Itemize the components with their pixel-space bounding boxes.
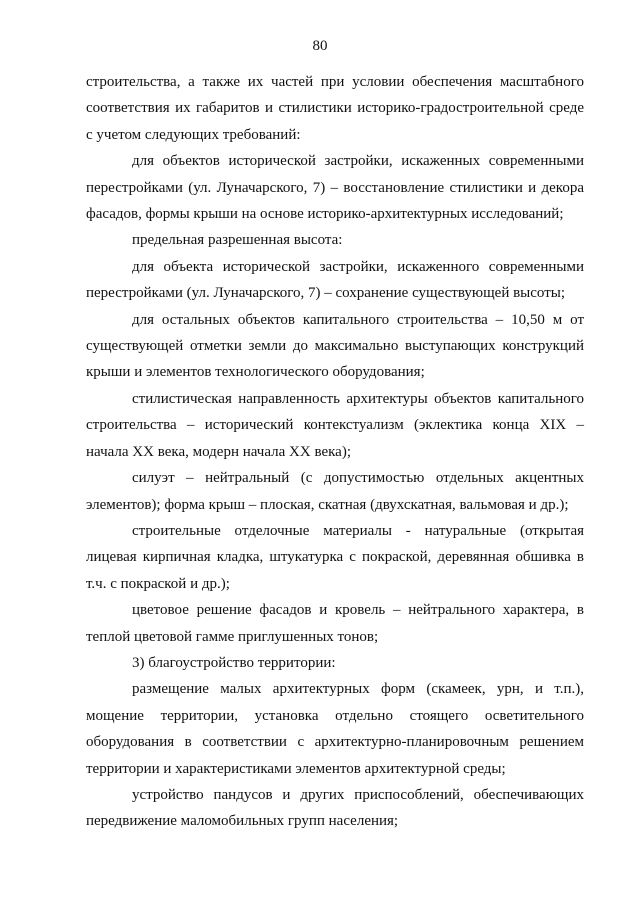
paragraph: цветовое решение фасадов и кровель – нейтрального характера, в теплой цветовой гамме приглушенных тонов; [86, 602, 584, 645]
paragraph: для остальных объектов капитального строительства – 10,50 м от существующей отметки земли до максимально выступающих конструкций крыши и элементов технологического оборудования; [86, 311, 584, 381]
paragraph: для объектов исторической застройки, искаженных современными перестройками (ул. Луначарского, 7) – восстановление стилистики и декора фасадов, формы крыши на основе историко-архитектурных исследований; [86, 153, 584, 223]
paragraph: стилистическая направленность архитектуры объектов капитального строительства – исторический контекстуализм (эклектика конца XIX – начала XX века, модерн начала XX века); [86, 390, 584, 460]
document-body [86, 69, 584, 835]
paragraph: размещение малых архитектурных форм (скамеек, урн, и т.п.), мощение территории, установка отдельно стоящего осветительного оборудования в соответствии с архитектурно-планировочным решением территории и характеристиками элементов архитектурной среды; [86, 681, 584, 777]
paragraph: строительные отделочные материалы - натуральные (открытая лицевая кирпичная кладка, штукатурка с покраской, деревянная обшивка в т.ч. с покраской и др.); [86, 522, 584, 592]
paragraph: строительства, а также их частей при условии обеспечения масштабного соответствия их габаритов и стилистики историко-градостроительной среде с учетом следующих требований: [86, 74, 584, 143]
paragraph: 3) благоустройство территории: [132, 654, 336, 671]
paragraph: для объекта исторической застройки, искаженного современными перестройками (ул. Луначарского, 7) – сохранение существующей высоты; [86, 258, 584, 302]
paragraph: силуэт – нейтральный (с допустимостью отдельных акцентных элементов); форма крыш – плоская, скатная (двухскатная, вальмовая и др.); [86, 470, 584, 513]
paragraph: предельная разрешенная высота: [132, 232, 343, 249]
page-number: 80 [312, 38, 328, 54]
paragraph: устройство пандусов и других приспособлений, обеспечивающих передвижение маломобильных групп населения; [86, 786, 584, 830]
